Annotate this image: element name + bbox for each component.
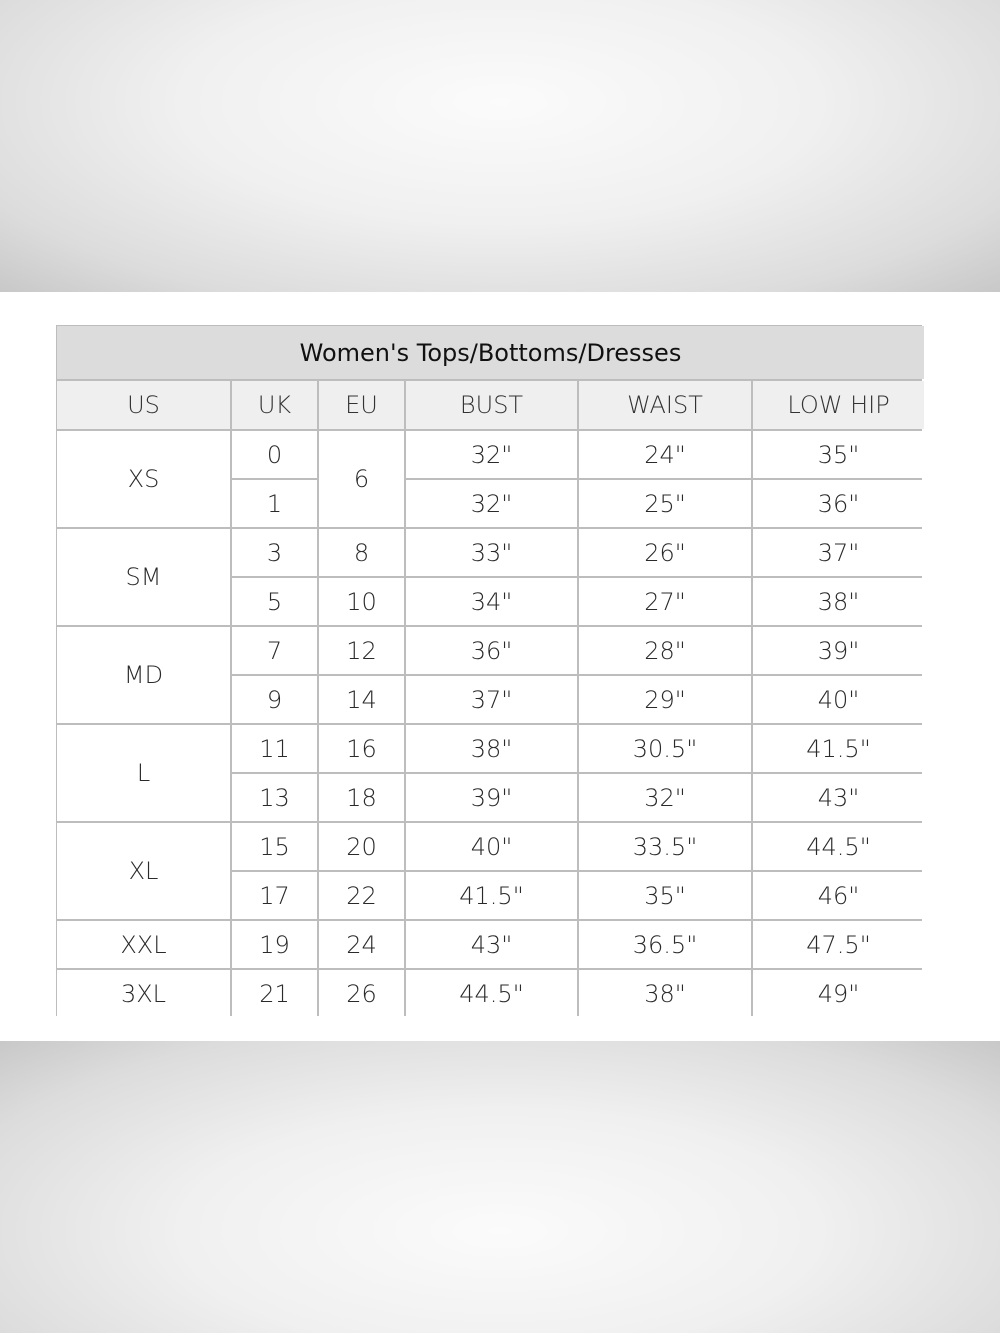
top-background-band [0,0,1000,292]
table-cell-eu: 10 [319,578,404,625]
table-cell-bust: 33" [406,529,577,576]
table-cell-bust: 41.5" [406,872,577,919]
table-cell-hip: 47.5" [753,921,924,968]
table-cell-uk: 3 [232,529,317,576]
table-cell-uk: 7 [232,627,317,674]
table-cell-uk: 1 [232,480,317,527]
table-cell-hip: 36" [753,480,924,527]
table-cell-waist: 36.5" [579,921,751,968]
table-cell-hip: 39" [753,627,924,674]
table-cell-waist: 29" [579,676,751,723]
header-waist: WAIST [579,381,751,429]
table-cell-eu: 8 [319,529,404,576]
table-cell-uk: 13 [232,774,317,821]
table-cell-waist: 26" [579,529,751,576]
table-cell-bust: 32" [406,431,577,478]
table-cell-eu: 22 [319,872,404,919]
table-cell-waist: 38" [579,970,751,1017]
table-cell-waist: 33.5" [579,823,751,870]
table-cell-eu: 16 [319,725,404,772]
size-us-xl: XL [57,823,230,919]
header-us: US [57,381,230,429]
table-cell-bust: 37" [406,676,577,723]
table-cell-hip: 43" [753,774,924,821]
table-cell-waist: 30.5" [579,725,751,772]
size-chart-table [56,325,922,1016]
table-cell-eu: 14 [319,676,404,723]
table-cell-bust: 44.5" [406,970,577,1017]
table-cell-bust: 43" [406,921,577,968]
table-cell-uk: 21 [232,970,317,1017]
header-low-hip: LOW HIP [753,381,924,429]
table-cell-hip: 37" [753,529,924,576]
table-cell-bust: 36" [406,627,577,674]
table-cell-eu: 6 [319,431,404,527]
table-cell-hip: 44.5" [753,823,924,870]
table-cell-bust: 34" [406,578,577,625]
table-cell-bust: 40" [406,823,577,870]
table-title: Women's Tops/Bottoms/Dresses [57,326,924,379]
table-cell-hip: 40" [753,676,924,723]
header-bust: BUST [406,381,577,429]
size-us-3xl: 3XL [57,970,230,1017]
table-cell-eu: 18 [319,774,404,821]
size-us-xs: XS [57,431,230,527]
table-cell-hip: 49" [753,970,924,1017]
bottom-background-band [0,1041,1000,1333]
table-cell-hip: 35" [753,431,924,478]
table-cell-waist: 24" [579,431,751,478]
size-us-l: L [57,725,230,821]
table-cell-uk: 11 [232,725,317,772]
table-cell-eu: 26 [319,970,404,1017]
table-cell-uk: 17 [232,872,317,919]
table-cell-eu: 20 [319,823,404,870]
table-cell-waist: 35" [579,872,751,919]
table-cell-uk: 9 [232,676,317,723]
table-cell-hip: 38" [753,578,924,625]
table-cell-uk: 15 [232,823,317,870]
table-cell-eu: 12 [319,627,404,674]
table-cell-bust: 39" [406,774,577,821]
header-eu: EU [319,381,404,429]
table-cell-uk: 5 [232,578,317,625]
header-uk: UK [232,381,317,429]
size-us-md: MD [57,627,230,723]
table-cell-uk: 0 [232,431,317,478]
table-cell-waist: 27" [579,578,751,625]
table-cell-bust: 32" [406,480,577,527]
size-us-xxl: XXL [57,921,230,968]
table-cell-hip: 41.5" [753,725,924,772]
table-cell-bust: 38" [406,725,577,772]
table-cell-waist: 28" [579,627,751,674]
table-cell-waist: 25" [579,480,751,527]
table-cell-waist: 32" [579,774,751,821]
size-us-sm: SM [57,529,230,625]
table-cell-hip: 46" [753,872,924,919]
table-cell-uk: 19 [232,921,317,968]
table-cell-eu: 24 [319,921,404,968]
